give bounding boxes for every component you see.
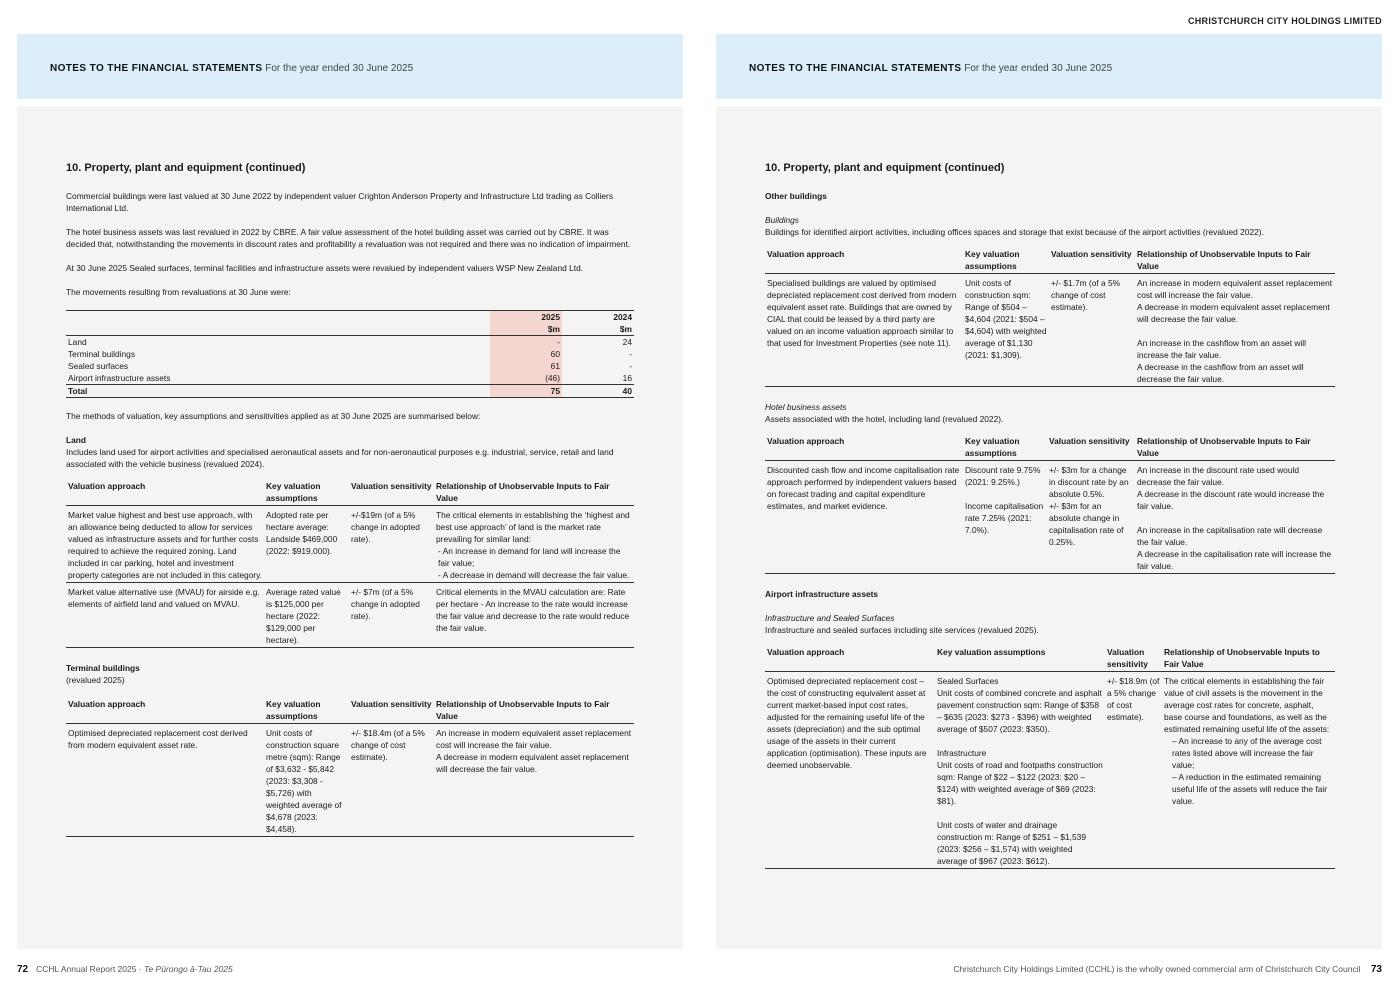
- column-header-2025: 2025: [490, 311, 562, 324]
- column-header: Valuation approach: [765, 644, 935, 672]
- relationship-text: An increase in the discount rate used would decrease the fair value.: [1137, 465, 1300, 487]
- section-title: 10. Property, plant and equipment (continued): [765, 162, 1005, 174]
- table-row: [66, 336, 634, 349]
- value-2024: 16: [622, 373, 632, 383]
- buildings-valuation-table: [765, 246, 1335, 387]
- column-header: Key valuation assumptions: [963, 433, 1047, 461]
- sensitivity-text: +/- $3m for an absolute change in capitalisation rate of 0.25%.: [1049, 501, 1124, 547]
- page-header-title: NOTES TO THE FINANCIAL STATEMENTS: [749, 63, 962, 74]
- column-unit-2024: $m: [562, 323, 634, 336]
- section-title: 10. Property, plant and equipment (continued): [66, 162, 306, 174]
- relationship-text: An increase in modern equivalent asset replacement cost will increase the fair value.: [1137, 278, 1333, 300]
- cell-assumptions: [963, 461, 1047, 574]
- paragraph: The hotel business assets was last revalued in 2022 by CBRE. A fair value assessment of the hotel building asset was carried out by CBRE. It was decided that, notwithstanding the movements in discount rates and profitability a revaluation was not required and there was no indication of impairment.: [66, 227, 631, 249]
- page-header-title: NOTES TO THE FINANCIAL STATEMENTS: [50, 63, 263, 74]
- hotel-description: Assets associated with the hotel, including land (revalued 2022).: [765, 414, 1004, 424]
- revaluation-movements-table: [66, 310, 634, 398]
- subsection-title-terminal: Terminal buildings: [66, 663, 140, 673]
- infrastructure-description: Infrastructure and sealed surfaces including site services (revalued 2025).: [765, 625, 1039, 635]
- column-header: Key valuation assumptions: [264, 478, 349, 506]
- cell-assumptions: Unit costs of construction square metre (sqm): Range of $3,632 - $5,842 (2023: $3,308 - $5,726) with weighted average of $4,678 (2023: $4,458).: [264, 724, 349, 837]
- column-unit-2025: $m: [490, 323, 562, 336]
- column-header: Relationship of Unobservable Inputs to Fair Value: [1135, 433, 1335, 461]
- cell-assumptions: Adopted rate per hectare average: Landside $469,000 (2022: $919,000).: [264, 506, 349, 583]
- company-header: CHRISTCHURCH CITY HOLDINGS LIMITED: [1187, 16, 1382, 26]
- table-row: [66, 372, 634, 385]
- value-2025: (46): [490, 372, 562, 385]
- cell-relationship: [1162, 672, 1335, 869]
- relationship-text: The critical elements in establishing the fair value of civil assets is the movement in the average cost rates for concrete, asphalt, base course and foundations, as well as the estimated remaining useful life of the assets:: [1164, 676, 1330, 734]
- total-label: Total: [66, 385, 490, 398]
- footer-text: Christchurch City Holdings Limited (CCHL) is the wholly owned commercial arm of Christchurch City Council: [953, 964, 1361, 974]
- cell-sensitivity: +/- $18.4m (of a 5% change of cost estimate).: [349, 724, 434, 837]
- table-row: [66, 506, 634, 583]
- cell-sensitivity: +/- $7m (of a 5% change in adopted rate).: [349, 583, 434, 648]
- column-header: Valuation approach: [66, 478, 264, 506]
- cell-approach: Optimised depreciated replacement cost derived from modern equivalent asset rate.: [66, 724, 264, 837]
- relationship-bullet: – A reduction in the estimated remaining useful life of the assets will reduce the fair value.: [1172, 772, 1328, 806]
- relationship-text: A decrease in modern equivalent asset replacement will decrease the fair value.: [436, 752, 629, 774]
- relationship-text: An increase in the capitalisation rate will decrease the fair value.: [1137, 525, 1323, 547]
- right-page-header: [716, 34, 1382, 99]
- cell-approach: Discounted cash flow and income capitalisation rate approach performed by independent valuers based on forecast trading and capital expenditure estimates, and market evidence.: [765, 461, 963, 574]
- column-header: Key valuation assumptions: [963, 246, 1049, 274]
- sensitivity-text: +/- $3m for a change in discount rate by an absolute 0.5%.: [1049, 465, 1129, 499]
- paragraph: Commercial buildings were last valued at 30 June 2022 by independent valuer Crighton Anderson Property and Infrastructure Ltd trading as Colliers International Ltd.: [66, 191, 614, 213]
- cell-relationship: [434, 724, 634, 837]
- table-row: [765, 461, 1335, 574]
- column-header: Valuation sensitivity: [1105, 644, 1162, 672]
- table-row: [765, 672, 1335, 869]
- terminal-description: (revalued 2025): [66, 675, 125, 685]
- hotel-valuation-table: [765, 433, 1335, 574]
- right-page-body: [716, 106, 1382, 949]
- cell-assumptions: Average rated value is $125,000 per hectare (2022: $129,000 per hectare).: [264, 583, 349, 648]
- row-label: Terminal buildings: [68, 349, 136, 359]
- column-header: Valuation sensitivity: [1049, 246, 1135, 274]
- hotel-title: Hotel business assets: [765, 402, 847, 412]
- cell-assumptions: Unit costs of construction sqm: Range of $504 – $4,604 (2021: $504 – $4,604) with weighted average of $1,130 (2021: $1,309).: [963, 274, 1049, 387]
- left-page: [17, 34, 683, 949]
- left-footer: [17, 964, 233, 975]
- cell-approach: Market value highest and best use approach, with an allowance being deducted to allow for services valued as infrastructure assets and for further costs required to achieve the required zoning. Land included in car parking, hotel and investment property categories are not included in this category.: [66, 506, 264, 583]
- footer-italic-text: Te Pūrongo ā-Tau 2025: [144, 964, 233, 974]
- buildings-description: Buildings for identified airport activities, including offices spaces and storage that exist because of the airport activities (revalued 2022).: [765, 227, 1264, 237]
- relationship-text: A decrease in the cashflow from an asset will decrease the fair value.: [1137, 362, 1304, 384]
- relationship-text: A decrease in the capitalisation rate will increase the fair value.: [1137, 549, 1332, 571]
- relationship-text: An increase in modern equivalent asset replacement cost will increase the fair value.: [436, 728, 632, 750]
- cell-sensitivity: +/-$19m (of a 5% change in adopted rate).: [349, 506, 434, 583]
- column-header: Relationship of Unobservable Inputs to Fair Value: [434, 478, 634, 506]
- land-valuation-table: [66, 478, 634, 648]
- cell-relationship: [1135, 274, 1335, 387]
- paragraph: The methods of valuation, key assumptions and sensitivities applied as at 30 June 2025 are summarised below:: [66, 411, 481, 421]
- empty-cell: [66, 323, 490, 336]
- total-2025: 75: [490, 385, 562, 398]
- page-header-subtitle: For the year ended 30 June 2025: [964, 63, 1113, 74]
- value-2025: -: [490, 336, 562, 349]
- column-header-2024: 2024: [562, 311, 634, 324]
- value-2024: -: [629, 349, 632, 359]
- terminal-valuation-table: [66, 696, 634, 837]
- assumption-text: Unit costs of combined concrete and asphalt pavement construction sqm: Range of $358 – $635 (2023: $273 - $396) with weighted average of $507 (2023: $350).: [937, 688, 1102, 734]
- cell-approach: Specialised buildings are valued by optimised depreciated replacement cost derived from modern equivalent asset rate. Buildings that are owned by CIAL that could be leased by a third party are valued on an income valuation approach similar to that used for Investment Properties (see note 11).: [765, 274, 963, 387]
- subsection-title-land: Land: [66, 435, 87, 445]
- empty-cell: [66, 311, 490, 324]
- cell-sensitivity: +/- $18.9m (of a 5% change of cost estimate).: [1105, 672, 1162, 869]
- column-header: Valuation sensitivity: [1047, 433, 1135, 461]
- value-2024: -: [629, 361, 632, 371]
- value-2025: 60: [490, 348, 562, 360]
- page-number: 73: [1370, 964, 1382, 975]
- value-2024: 24: [622, 337, 632, 347]
- column-header: Relationship of Unobservable Inputs to Fair Value: [1135, 246, 1335, 274]
- total-row: [66, 385, 634, 398]
- assumption-heading: Sealed Surfaces: [937, 676, 999, 686]
- column-header: Key valuation assumptions: [935, 644, 1105, 672]
- paragraph: At 30 June 2025 Sealed surfaces, terminal facilities and infrastructure assets were revalued by independent valuers WSP New Zealand Ltd.: [66, 263, 584, 273]
- table-row: [66, 360, 634, 372]
- page-number: 72: [17, 964, 29, 975]
- table-row: [66, 583, 634, 648]
- column-header: Key valuation assumptions: [264, 696, 349, 724]
- right-page: [716, 34, 1382, 949]
- cell-approach: Market value alternative use (MVAU) for airside e.g. elements of airfield land and valued on MVAU.: [66, 583, 264, 648]
- row-label: Sealed surfaces: [68, 361, 129, 371]
- infrastructure-subtitle: Infrastructure and Sealed Surfaces: [765, 613, 895, 623]
- column-header: Valuation approach: [765, 433, 963, 461]
- relationship-text: A decrease in the discount rate would increase the fair value.: [1137, 489, 1325, 511]
- subsection-title-infrastructure: Airport infrastructure assets: [765, 589, 879, 599]
- column-header: Valuation sensitivity: [349, 478, 434, 506]
- table-row: [66, 724, 634, 837]
- column-header: Relationship of Unobservable Inputs to Fair Value: [434, 696, 634, 724]
- relationship-text: A decrease in modern equivalent asset replacement will decrease the fair value.: [1137, 302, 1330, 324]
- left-page-header: [17, 34, 683, 99]
- column-header: Relationship of Unobservable Inputs to Fair Value: [1162, 644, 1335, 672]
- cell-assumptions: [935, 672, 1105, 869]
- value-2025: 61: [490, 360, 562, 372]
- subsection-title-other-buildings: Other buildings: [765, 191, 827, 201]
- relationship-text: The critical elements in establishing the ‘highest and best use approach’ of land is the market rate prevailing for similar land:: [436, 510, 630, 544]
- column-header: Valuation approach: [66, 696, 264, 724]
- relationship-bullet: - A decrease in demand will decrease the fair value.: [438, 570, 630, 580]
- page-header-subtitle: For the year ended 30 June 2025: [265, 63, 414, 74]
- left-page-body: [17, 106, 683, 949]
- assumption-text: Unit costs of road and footpaths construction sqm: Range of $22 – $122 (2023: $20 – $124) with weighted average of $69 (2023: $81).: [937, 760, 1103, 806]
- relationship-bullet: – An increase to any of the average cost rates listed above will increase the fair value;: [1172, 736, 1322, 770]
- assumption-text: Discount rate 9.75% (2021: 9.25%.): [965, 465, 1041, 487]
- cell-approach: Optimised depreciated replacement cost – the cost of constructing equivalent asset at current market-based input cost rates, adjusted for the remaining useful life of the assets (depreciation) and the sub optimal usage of the assets in their current application (optimisation). These inputs are deemed unobservable.: [765, 672, 935, 869]
- assumption-text: Unit costs of water and drainage construction m: Range of $251 – $1,539 (2023: $256 – $1,574) with weighted average of $967 (2023: $612).: [937, 820, 1086, 866]
- buildings-title: Buildings: [765, 215, 799, 225]
- table-row: [66, 348, 634, 360]
- relationship-text: An increase in the cashflow from an asset will increase the fair value.: [1137, 338, 1306, 360]
- paragraph: The movements resulting from revaluations at 30 June were:: [66, 287, 291, 297]
- relationship-bullet: - An increase in demand for land will increase the fair value;: [438, 546, 621, 568]
- assumption-text: Income capitalisation rate 7.25% (2021: 7.0%).: [965, 501, 1044, 535]
- row-label: Land: [68, 337, 87, 347]
- assumption-heading: Infrastructure: [937, 748, 987, 758]
- column-header: Valuation sensitivity: [349, 696, 434, 724]
- cell-relationship: [434, 506, 634, 583]
- right-footer: [953, 964, 1382, 975]
- footer-text: CCHL Annual Report 2025 ·: [36, 964, 142, 974]
- cell-relationship: Critical elements in the MVAU calculation are: Rate per hectare - An increase to the rate would increase the fair value and decrease to the rate would reduce the fair value.: [434, 583, 634, 648]
- cell-relationship: [1135, 461, 1335, 574]
- total-2024: 40: [562, 385, 634, 398]
- land-description: Includes land used for airport activities and specialised aeronautical assets and for non-aeronautical purposes e.g. industrial, service, retail and land associated with the vehicle business (revalued 2024).: [66, 447, 614, 469]
- infrastructure-valuation-table: [765, 644, 1335, 869]
- cell-sensitivity: +/- $1.7m (of a 5% change of cost estimate).: [1049, 274, 1135, 387]
- cell-sensitivity: [1047, 461, 1135, 574]
- row-label: Airport infrastructure assets: [68, 373, 171, 383]
- table-row: [765, 274, 1335, 387]
- column-header: Valuation approach: [765, 246, 963, 274]
